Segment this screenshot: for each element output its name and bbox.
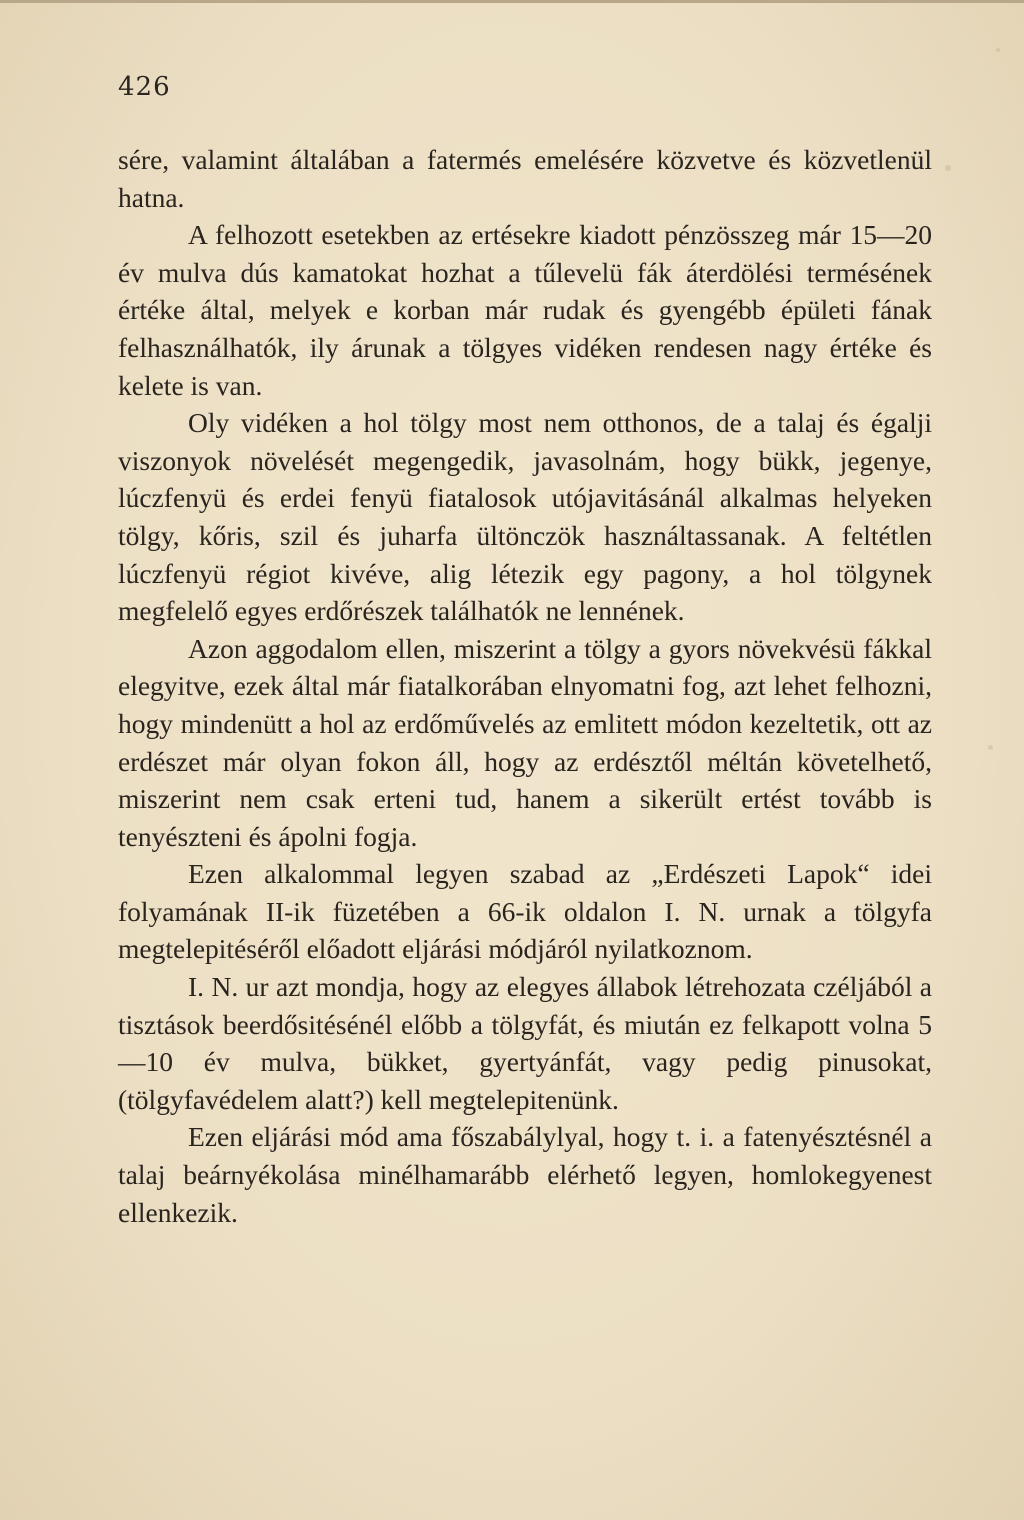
paragraph-3: Oly vidéken a hol tölgy most nem otthonos, de a talaj és égalji viszonyok növelését megengedik, javasolnám, hogy bükk, jegenye, lúczfenyü és erdei fenyü fiatalosok utójavitásánál alkalmas helyeken tölgy, kőris, szil és juharfa ültönczök használtassanak. A feltétlen lúczfenyü régiot kivéve, alig létezik egy pagony, a hol tölgynek megfelelő egyes erdőrészek találhatók ne lennének.: [118, 407, 932, 627]
paper-stain: [988, 745, 993, 750]
body-text: [118, 141, 932, 1231]
page-number: 426: [118, 72, 171, 102]
paragraph-1: sére, valamint általában a fatermés emelésére közvetve és közvetlenül hatna.: [118, 144, 932, 213]
paragraph-4: Azon aggodalom ellen, miszerint a tölgy a gyors növekvésü fákkal elegyitve, ezek által már fiatalkorában elnyomatni fog, azt lehet felhozni, hogy mindenütt a hol az erdőművelés az emlitett módon kezeltetik, ott az erdészet már olyan fokon áll, hogy az erdésztől méltán követelhető, miszerint nem csak erteni tud, hanem a sikerült ertést tovább is tenyészteni és ápolni fogja.: [118, 632, 932, 852]
paragraph-2: A felhozott esetekben az ertésekre kiadott pénzösszeg már 15—20 év mulva dús kamatokat hozhat a tűlevelü fák áterdölési termésének értéke által, melyek e korban már rudak és gyengébb épületi fának felhasználhatók, ily árunak a tölgyes vidéken rendesen nagy értéke és kelete is van.: [118, 219, 932, 401]
paper-stain: [996, 48, 1000, 52]
paper-stain: [945, 165, 951, 171]
page-top-edge: [0, 0, 1024, 3]
paragraph-6: I. N. ur azt mondja, hogy az elegyes állabok létrehozata czéljából a tisztások beerdősitésénél előbb a tölgyfát, és miután ez felkapott volna 5—10 év mulva, bükket, gyertyánfát, vagy pedig pinusokat, (tölgyfavédelem alatt?) kell megtelepitenünk.: [118, 971, 932, 1115]
paragraph-5: Ezen alkalommal legyen szabad az „Erdészeti Lapok“ idei folyamának II-ik füzetében a 66-ik oldalon I. N. urnak a tölgyfa megtelepitéséről előadott eljárási módjáról nyilatkoznom.: [118, 858, 932, 965]
paragraph-7: Ezen eljárási mód ama főszabálylyal, hogy t. i. a fatenyésztésnél a talaj beárnyékolása minélhamarább elérhető legyen, homlokegyenest ellenkezik.: [118, 1121, 932, 1228]
